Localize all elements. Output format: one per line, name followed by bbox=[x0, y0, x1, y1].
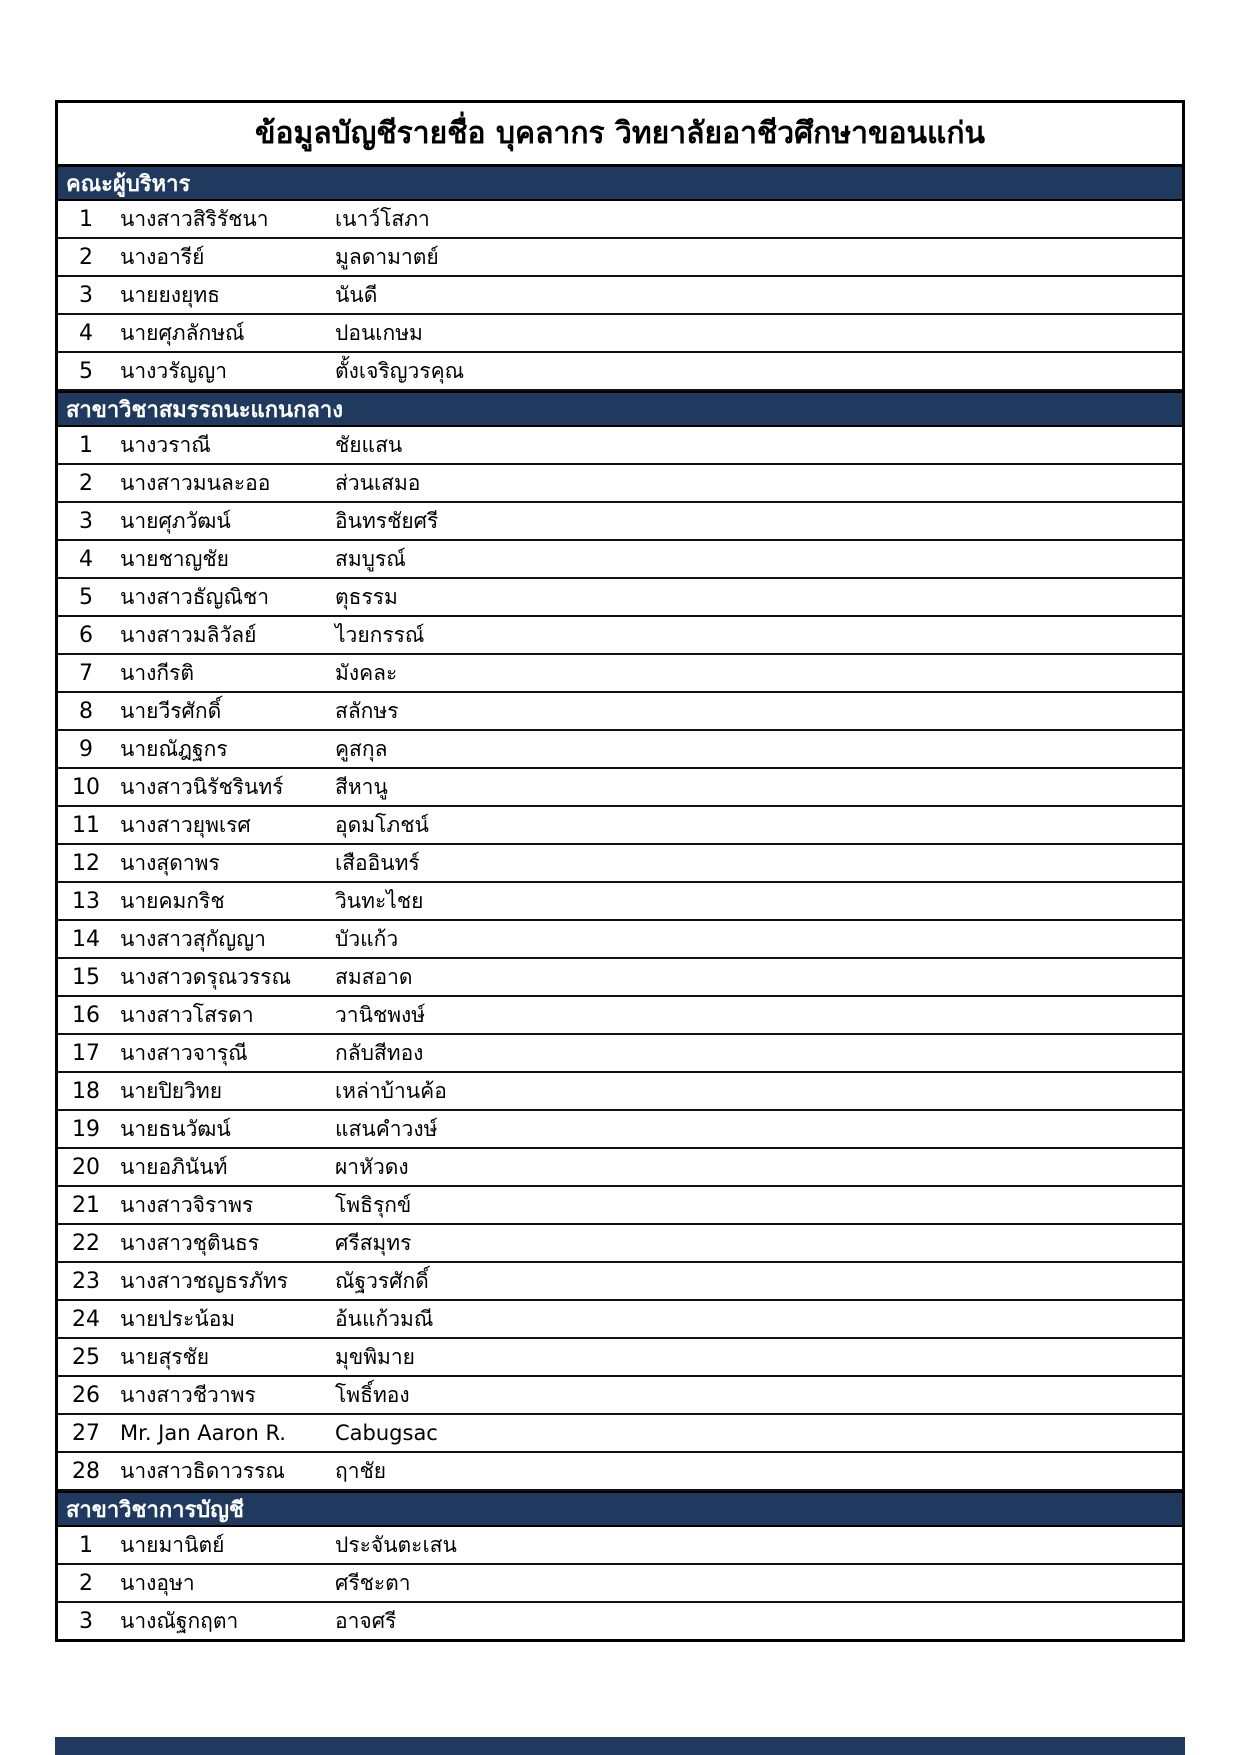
first-name: นางสาวธิดาวรรณ bbox=[120, 1458, 285, 1483]
first-name: นางสาวจารุณี bbox=[120, 1040, 248, 1065]
table-row bbox=[58, 883, 1182, 921]
last-name: วินทะไชย bbox=[335, 888, 424, 913]
table-row bbox=[58, 1263, 1182, 1301]
row-number: 22 bbox=[72, 1230, 100, 1256]
table-row bbox=[58, 239, 1182, 277]
first-name: นางอารีย์ bbox=[120, 244, 205, 269]
table-row bbox=[58, 1149, 1182, 1187]
row-number: 21 bbox=[72, 1192, 100, 1218]
first-name: นายธนวัฒน์ bbox=[120, 1116, 231, 1141]
table-row bbox=[58, 315, 1182, 353]
table-row bbox=[58, 1603, 1182, 1639]
table-row bbox=[58, 1111, 1182, 1149]
table-row bbox=[58, 1453, 1182, 1491]
row-number: 4 bbox=[79, 320, 93, 346]
first-name: นายวีรศักดิ์ bbox=[120, 698, 222, 723]
row-number: 3 bbox=[79, 508, 93, 534]
personnel-table bbox=[55, 100, 1185, 1642]
table-row bbox=[58, 769, 1182, 807]
last-name: ชัยแสน bbox=[335, 432, 403, 457]
last-name: วานิชพงษ์ bbox=[335, 1002, 426, 1027]
section-header: คณะผู้บริหาร bbox=[58, 167, 1182, 201]
last-name: เหล่าบ้านค้อ bbox=[335, 1078, 447, 1103]
table-row bbox=[58, 1527, 1182, 1565]
table-row bbox=[58, 997, 1182, 1035]
last-name: ไวยกรรณ์ bbox=[335, 622, 425, 647]
first-name: นางสาวมนละออ bbox=[120, 470, 271, 495]
first-name: นางสาวชีวาพร bbox=[120, 1382, 256, 1407]
last-name: อุดมโภชน์ bbox=[335, 812, 429, 837]
table-row bbox=[58, 655, 1182, 693]
row-number: 6 bbox=[79, 622, 93, 648]
table-row bbox=[58, 845, 1182, 883]
table-row bbox=[58, 277, 1182, 315]
first-name: นายศุภลักษณ์ bbox=[120, 320, 245, 345]
table-row bbox=[58, 1415, 1182, 1453]
last-name: เนาว์โสภา bbox=[335, 206, 430, 231]
row-number: 20 bbox=[72, 1154, 100, 1180]
table-row bbox=[58, 807, 1182, 845]
row-number: 3 bbox=[79, 1608, 93, 1634]
last-name: แสนคำวงษ์ bbox=[335, 1116, 438, 1141]
first-name: นางณัฐกฤตา bbox=[120, 1608, 239, 1633]
first-name: นายสุรชัย bbox=[120, 1344, 210, 1369]
last-name: สลักษร bbox=[335, 698, 399, 723]
row-number: 18 bbox=[72, 1078, 100, 1104]
row-number: 1 bbox=[79, 432, 93, 458]
last-name: ฤาชัย bbox=[335, 1458, 387, 1483]
last-name: สีหานู bbox=[335, 774, 388, 799]
row-number: 13 bbox=[72, 888, 100, 914]
last-name: ปอนเกษม bbox=[335, 320, 423, 345]
section-header: สาขาวิชาการบัญชี bbox=[58, 1491, 1182, 1527]
first-name: นายประน้อม bbox=[120, 1306, 236, 1331]
first-name: นางสาวยุพเรศ bbox=[120, 812, 251, 837]
row-number: 28 bbox=[72, 1458, 100, 1484]
table-row bbox=[58, 1339, 1182, 1377]
row-number: 26 bbox=[72, 1382, 100, 1408]
table-row bbox=[58, 541, 1182, 579]
row-number: 17 bbox=[72, 1040, 100, 1066]
last-name: มุขพิมาย bbox=[335, 1344, 415, 1369]
page-title: ข้อมูลบัญชีรายชื่อ บุคลากร วิทยาลัยอาชีวศึกษาขอนแก่น bbox=[58, 103, 1182, 167]
last-name: Cabugsac bbox=[335, 1421, 438, 1445]
first-name: นางกีรติ bbox=[120, 660, 195, 685]
row-number: 5 bbox=[79, 358, 93, 384]
last-name: ศรีสมุทร bbox=[335, 1230, 412, 1255]
first-name: นางสาวสิริรัชนา bbox=[120, 206, 269, 231]
table-row bbox=[58, 427, 1182, 465]
first-name: นางสาวมลิวัลย์ bbox=[120, 622, 257, 647]
row-number: 15 bbox=[72, 964, 100, 990]
row-number: 2 bbox=[79, 1570, 93, 1596]
section-1 bbox=[58, 391, 1182, 1491]
row-number: 11 bbox=[72, 812, 100, 838]
table-row bbox=[58, 1377, 1182, 1415]
next-section-header-partial-bar bbox=[55, 1737, 1185, 1755]
row-number: 25 bbox=[72, 1344, 100, 1370]
table-row bbox=[58, 503, 1182, 541]
first-name: นางสุดาพร bbox=[120, 850, 220, 875]
table-row bbox=[58, 921, 1182, 959]
first-name: นายณัฎฐกร bbox=[120, 736, 228, 761]
row-number: 14 bbox=[72, 926, 100, 952]
first-name: นายคมกริช bbox=[120, 888, 225, 913]
section-0 bbox=[58, 167, 1182, 391]
last-name: เสืออินทร์ bbox=[335, 850, 420, 875]
last-name: บัวแก้ว bbox=[335, 926, 399, 951]
last-name: มังคละ bbox=[335, 660, 398, 685]
table-sections bbox=[58, 167, 1182, 1639]
first-name: นางสาวจิราพร bbox=[120, 1192, 254, 1217]
table-row bbox=[58, 1035, 1182, 1073]
first-name: นางสาวชญธรภัทร bbox=[120, 1268, 289, 1293]
last-name: คูสกุล bbox=[335, 736, 388, 761]
last-name: โพธิ์ทอง bbox=[335, 1382, 410, 1407]
last-name: อาจศรี bbox=[335, 1608, 397, 1633]
first-name: นายอภินันท์ bbox=[120, 1154, 228, 1179]
first-name: นายยงยุทธ bbox=[120, 282, 220, 307]
last-name: สมสอาด bbox=[335, 964, 413, 989]
row-number: 19 bbox=[72, 1116, 100, 1142]
last-name: สมบูรณ์ bbox=[335, 546, 406, 571]
row-number: 9 bbox=[79, 736, 93, 762]
last-name: ส่วนเสมอ bbox=[335, 470, 421, 495]
first-name: นางวรัญญา bbox=[120, 358, 228, 383]
first-name: นางวราณี bbox=[120, 432, 211, 457]
first-name: นางสาวดรุณวรรณ bbox=[120, 964, 292, 989]
last-name: มูลดามาตย์ bbox=[335, 244, 439, 269]
table-row bbox=[58, 579, 1182, 617]
row-number: 10 bbox=[72, 774, 100, 800]
table-row bbox=[58, 1225, 1182, 1263]
first-name: นายปิยวิทย bbox=[120, 1078, 223, 1103]
last-name: ตุธรรม bbox=[335, 584, 398, 609]
first-name: นางสาวนิรัชรินทร์ bbox=[120, 774, 284, 799]
first-name: นายศุภวัฒน์ bbox=[120, 508, 231, 533]
table-row bbox=[58, 1187, 1182, 1225]
section-header: สาขาวิชาสมรรถนะแกนกลาง bbox=[58, 391, 1182, 427]
row-number: 23 bbox=[72, 1268, 100, 1294]
row-number: 2 bbox=[79, 244, 93, 270]
last-name: นันดี bbox=[335, 282, 378, 307]
last-name: ตั้งเจริญวรคุณ bbox=[335, 358, 465, 383]
table-row bbox=[58, 465, 1182, 503]
first-name: นางอุษา bbox=[120, 1570, 195, 1595]
first-name: นางสาวสุกัญญา bbox=[120, 926, 266, 951]
row-number: 12 bbox=[72, 850, 100, 876]
last-name: ณัฐวรศักดิ์ bbox=[335, 1268, 429, 1293]
row-number: 27 bbox=[72, 1420, 100, 1446]
first-name: นางสาวธัญณิชา bbox=[120, 584, 270, 609]
table-row bbox=[58, 617, 1182, 655]
row-number: 16 bbox=[72, 1002, 100, 1028]
row-number: 1 bbox=[79, 206, 93, 232]
first-name: นายมานิตย์ bbox=[120, 1532, 225, 1557]
table-row bbox=[58, 959, 1182, 997]
row-number: 8 bbox=[79, 698, 93, 724]
row-number: 1 bbox=[79, 1532, 93, 1558]
row-number: 24 bbox=[72, 1306, 100, 1332]
last-name: ประจันตะเสน bbox=[335, 1532, 457, 1557]
first-name: นางสาวชุตินธร bbox=[120, 1230, 260, 1255]
last-name: อ้นแก้วมณี bbox=[335, 1306, 434, 1331]
first-name: นางสาวโสรดา bbox=[120, 1002, 254, 1027]
table-row bbox=[58, 353, 1182, 391]
first-name: นายชาญชัย bbox=[120, 546, 229, 571]
table-row bbox=[58, 1301, 1182, 1339]
row-number: 3 bbox=[79, 282, 93, 308]
table-row bbox=[58, 1073, 1182, 1111]
table-row bbox=[58, 693, 1182, 731]
last-name: โพธิรุกข์ bbox=[335, 1192, 412, 1217]
last-name: อินทรชัยศรี bbox=[335, 508, 439, 533]
row-number: 5 bbox=[79, 584, 93, 610]
first-name: Mr. Jan Aaron R. bbox=[120, 1421, 286, 1445]
table-row bbox=[58, 1565, 1182, 1603]
last-name: ศรีชะตา bbox=[335, 1570, 411, 1595]
table-row bbox=[58, 731, 1182, 769]
table-row bbox=[58, 201, 1182, 239]
row-number: 7 bbox=[79, 660, 93, 686]
row-number: 2 bbox=[79, 470, 93, 496]
last-name: กลับสีทอง bbox=[335, 1040, 424, 1065]
section-2 bbox=[58, 1491, 1182, 1639]
row-number: 4 bbox=[79, 546, 93, 572]
last-name: ผาหัวดง bbox=[335, 1154, 409, 1179]
